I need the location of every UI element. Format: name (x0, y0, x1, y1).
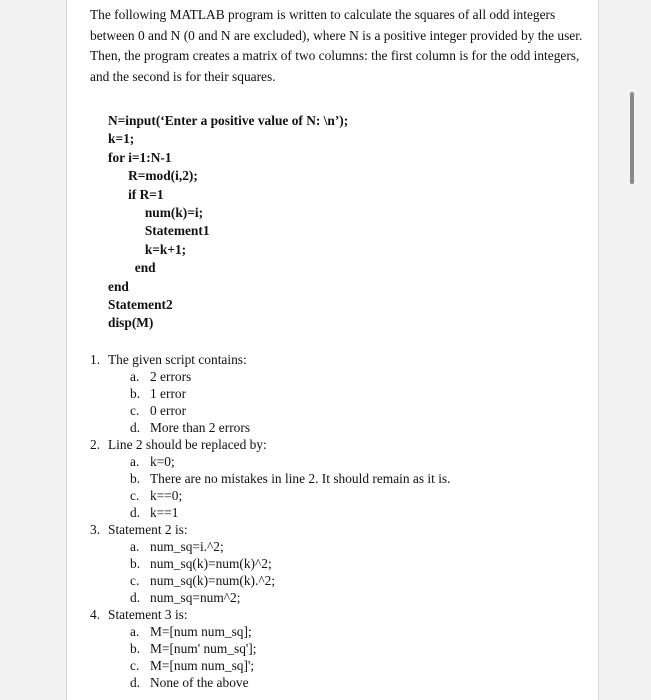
intro-paragraph: The following MATLAB program is written to calculate the squares of all odd integers between 0 and N (0 and N are excluded), where N is a positive integer provided by the user. Then, the program creates a matrix of two columns: the first column is for the odd integers, and the second is for their squares. (90, 7, 583, 84)
option-a (90, 623, 256, 640)
option-letter: c. (130, 573, 140, 588)
option-list (90, 368, 250, 436)
option-text: k==1 (150, 505, 179, 520)
option-letter: d. (130, 420, 141, 435)
question-number: 1. (90, 352, 101, 367)
code-line: end (108, 260, 156, 276)
code-line: k=k+1; (108, 241, 187, 257)
question-2 (90, 436, 450, 521)
code-line: k=1; (108, 131, 135, 147)
option-c (90, 402, 250, 419)
option-letter: c. (130, 403, 140, 418)
option-letter: b. (130, 471, 141, 486)
question-number: 2. (90, 437, 101, 452)
question-text: The given script contains: (108, 352, 247, 367)
option-letter: d. (130, 505, 141, 520)
option-a (90, 368, 250, 385)
option-b (90, 555, 275, 572)
code-line: N=input(‘Enter a positive value of N: \n’); (108, 113, 349, 128)
code-line: for i=1:N-1 (108, 149, 172, 165)
code-line: R=mod(i,2); (108, 168, 198, 184)
option-a (90, 538, 275, 555)
question-text: Statement 2 is: (108, 522, 188, 537)
option-text: 2 errors (150, 369, 192, 384)
option-letter: c. (130, 658, 140, 673)
question-number: 4. (90, 607, 101, 622)
option-text: num_sq=num^2; (150, 590, 241, 605)
option-letter: d. (130, 590, 141, 605)
option-list (90, 453, 450, 521)
option-text: More than 2 errors (150, 420, 251, 435)
code-line: if R=1 (108, 186, 164, 202)
code-block (108, 112, 348, 333)
option-letter: b. (130, 641, 141, 656)
option-text: num_sq(k)=num(k)^2; (150, 556, 272, 571)
code-line: num(k)=i; (108, 205, 204, 221)
code-line: Statement1 (108, 223, 210, 239)
option-d (90, 589, 275, 606)
code-line: disp(M) (108, 315, 154, 331)
option-c (90, 572, 275, 589)
option-text: 1 error (150, 386, 187, 401)
option-c (90, 657, 256, 674)
option-letter: a. (130, 369, 140, 384)
option-letter: a. (130, 539, 140, 554)
code-line: end (108, 278, 129, 294)
option-letter: b. (130, 556, 141, 571)
option-text: M=[num num_sq]'; (150, 658, 255, 673)
scrollbar-thumb[interactable] (630, 92, 634, 184)
option-b (90, 640, 256, 657)
question-4 (90, 606, 256, 691)
option-text: M=[num' num_sq']; (150, 641, 257, 656)
option-text: 0 error (150, 403, 187, 418)
option-text: num_sq=i.^2; (150, 539, 224, 554)
option-text: M=[num num_sq]; (150, 624, 252, 639)
option-letter: a. (130, 624, 140, 639)
code-line: Statement2 (108, 297, 173, 313)
option-letter: d. (130, 675, 141, 690)
option-text: There are no mistakes in line 2. It should remain as it is. (150, 471, 451, 486)
option-text: k==0; (150, 488, 183, 503)
option-c (90, 487, 450, 504)
option-list (90, 538, 275, 606)
option-text: k=0; (150, 454, 175, 469)
option-b (90, 385, 250, 402)
question-text: Statement 3 is: (108, 607, 188, 622)
option-letter: c. (130, 488, 140, 503)
option-d (90, 674, 256, 691)
option-list (90, 623, 256, 691)
question-1 (90, 351, 250, 436)
question-text: Line 2 should be replaced by: (108, 437, 267, 452)
question-number: 3. (90, 522, 101, 537)
option-d (90, 419, 250, 436)
question-3 (90, 521, 275, 606)
option-b (90, 470, 450, 487)
option-text: None of the above (150, 675, 249, 690)
option-letter: b. (130, 386, 141, 401)
option-d (90, 504, 450, 521)
option-text: num_sq(k)=num(k).^2; (150, 573, 276, 588)
option-a (90, 453, 450, 470)
option-letter: a. (130, 454, 140, 469)
